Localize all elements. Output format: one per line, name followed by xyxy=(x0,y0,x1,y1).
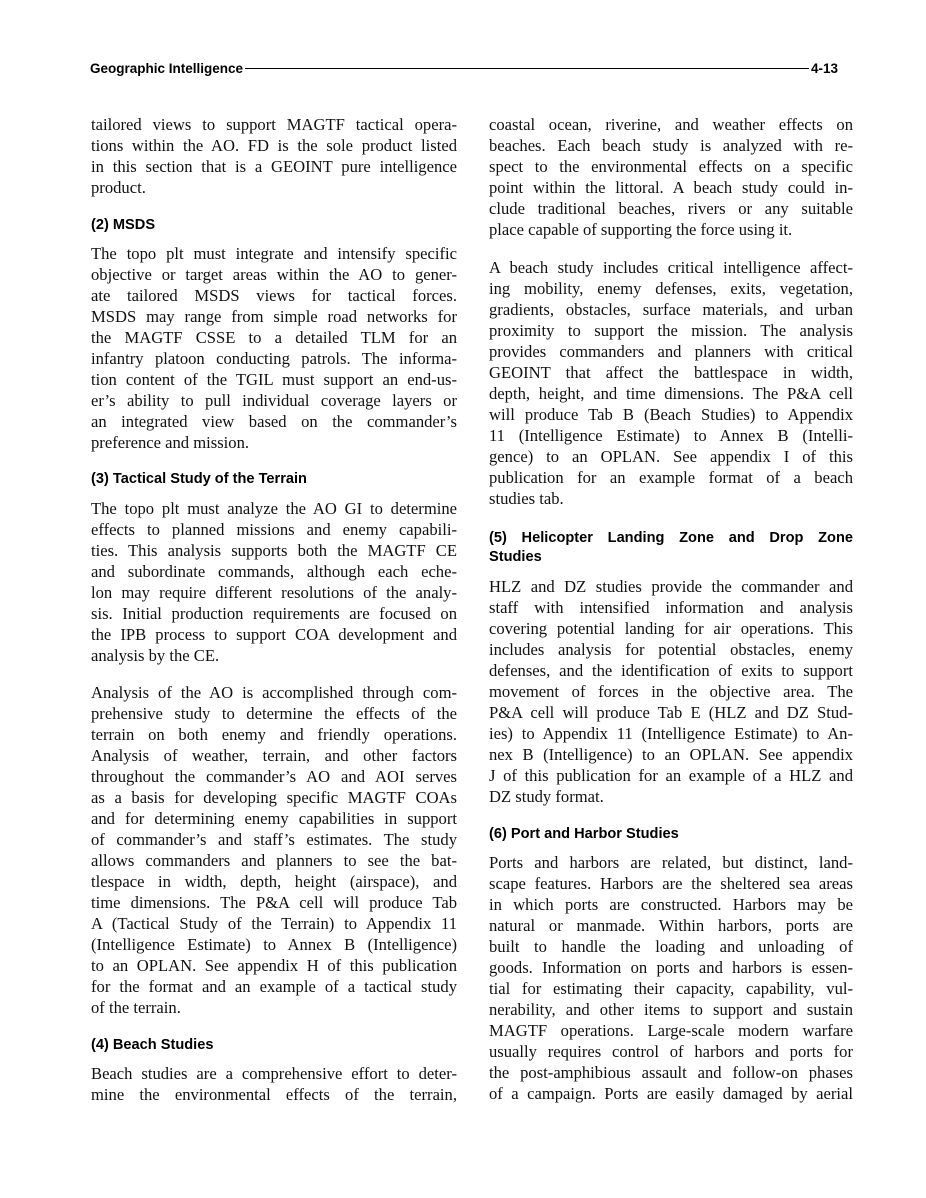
text-line: as a basis for developing specific MAGTF COAs xyxy=(91,788,457,807)
text-line: studies tab. xyxy=(489,489,564,508)
text-line: in this section that is a GEOINT pure intelligence xyxy=(91,157,457,176)
text-line: HLZ and DZ studies provide the commander and xyxy=(489,577,853,596)
heading-beach-studies: (4) Beach Studies xyxy=(91,1037,214,1053)
text-line: in which ports are constructed. Harbors may be xyxy=(489,895,853,914)
text-line: spect to the environmental effects on a specific xyxy=(489,157,853,176)
text-line: preference and mission. xyxy=(91,433,250,452)
text-line: scape features. Harbors are the sheltered sea areas xyxy=(489,874,853,893)
text-line: allows commanders and planners to see the bat- xyxy=(91,851,457,870)
text-line: gence) to an OPLAN. See appendix I of this xyxy=(489,447,853,466)
text-line: the post-amphibious assault and follow-on phases xyxy=(489,1063,853,1082)
text-line: built to handle the loading and unloading of xyxy=(489,937,853,956)
text-line: the MAGTF CSSE to a detailed TLM for an xyxy=(91,328,457,347)
text-line: proximity to support the mission. The analysis xyxy=(489,321,853,340)
text-line: analysis by the CE. xyxy=(91,646,220,665)
text-line: DZ study format. xyxy=(489,787,604,806)
text-line: point within the littoral. A beach study could in- xyxy=(489,178,853,197)
text-line: ate tailored MSDS views for tactical forces. xyxy=(91,286,457,305)
text-line: Analysis of weather, terrain, and other factors xyxy=(91,746,457,765)
text-line: lon may require different resolutions of the analy- xyxy=(91,583,457,602)
text-line: place capable of supporting the force using it. xyxy=(489,220,793,239)
text-line: J of this publication for an example of a HLZ and xyxy=(489,766,853,785)
text-line: Ports and harbors are related, but distinct, land- xyxy=(489,853,853,872)
text-line: Analysis of the AO is accomplished through com- xyxy=(91,683,457,702)
text-line: GEOINT that affect the battlespace in width, xyxy=(489,363,853,382)
text-line: P&A cell will produce Tab E (HLZ and DZ Stud- xyxy=(489,703,853,722)
text-line: The topo plt must analyze the AO GI to determine xyxy=(91,499,457,518)
text-line: Beach studies are a comprehensive effort to deter- xyxy=(91,1064,457,1083)
text-line: mine the environmental effects of the terrain, xyxy=(91,1085,457,1104)
heading-port-harbor-studies: (6) Port and Harbor Studies xyxy=(489,826,679,842)
text-line: the IPB process to support COA development and xyxy=(91,625,457,644)
text-line: nerability, and other items to support and sustain xyxy=(489,1000,853,1019)
text-line: coastal ocean, riverine, and weather effects on xyxy=(489,115,853,134)
text-line: provides commanders and planners with critical xyxy=(489,342,853,361)
text-line: of a campaign. Ports are easily damaged by aerial xyxy=(489,1084,853,1103)
text-line: A (Tactical Study of the Terrain) to Appendix 11 xyxy=(91,914,457,933)
text-line: depth, height, and time dimensions. The P&A cell xyxy=(489,384,853,403)
text-line: goods. Information on ports and harbors is essen- xyxy=(489,958,853,977)
text-line: objective or target areas within the AO to gener- xyxy=(91,265,457,284)
text-line: includes analysis for potential obstacles, enemy xyxy=(489,640,853,659)
text-line: (Intelligence Estimate) to Annex B (Intelligence) xyxy=(91,935,457,954)
heading-hlz-dz-studies-cont: Studies xyxy=(489,549,542,565)
text-line: sis. Initial production requirements are focused on xyxy=(91,604,457,623)
text-line: tion content of the TGIL must support an end-us- xyxy=(91,370,457,389)
text-line: and subordinate commands, although each eche- xyxy=(91,562,457,581)
text-line: throughout the commander’s AO and AOI serves xyxy=(91,767,457,786)
text-line: terrain on both enemy and friendly operations. xyxy=(91,725,457,744)
text-line: usually requires control of harbors and ports for xyxy=(489,1042,853,1061)
text-line: for the format and an example of a tactical study xyxy=(91,977,457,996)
text-line: nex B (Intelligence) to an OPLAN. See appendix xyxy=(489,745,853,764)
text-line: product. xyxy=(91,178,146,197)
text-line: The topo plt must integrate and intensify specific xyxy=(91,244,457,263)
text-line: prehensive study to determine the effects of the xyxy=(91,704,457,723)
text-line: natural or manmade. Within harbors, ports are xyxy=(489,916,853,935)
text-line: defenses, and the identification of exits to support xyxy=(489,661,853,680)
section-title: Geographic Intelligence xyxy=(90,60,244,76)
text-line: er’s ability to pull individual coverage layers or xyxy=(91,391,457,410)
header-rule xyxy=(245,68,809,69)
text-line: 11 (Intelligence Estimate) to Annex B (Intelli- xyxy=(489,426,853,445)
text-line: MSDS may range from simple road networks for xyxy=(91,307,457,326)
heading-msds: (2) MSDS xyxy=(91,217,156,233)
text-line: covering potential landing for air operations. This xyxy=(489,619,853,638)
text-line: ies) to Appendix 11 (Intelligence Estimate) to An- xyxy=(489,724,853,743)
text-line: to an OPLAN. See appendix H of this publication xyxy=(91,956,457,975)
text-line: staff with intensified information and analysis xyxy=(489,598,853,617)
heading-tactical-study: (3) Tactical Study of the Terrain xyxy=(91,471,307,487)
text-line: clude traditional beaches, rivers or any suitable xyxy=(489,199,853,218)
heading-hlz-dz-studies: (5) Helicopter Landing Zone and Drop Zone xyxy=(489,530,853,546)
text-line: and for determining enemy capabilities in support xyxy=(91,809,457,828)
text-line: MAGTF operations. Large-scale modern warfare xyxy=(489,1021,853,1040)
text-line: tions within the AO. FD is the sole product listed xyxy=(91,136,457,155)
text-line: ing mobility, enemy defenses, exits, vegetation, xyxy=(489,279,853,298)
text-line: an integrated view based on the commander’s xyxy=(91,412,457,431)
text-line: publication for an example format of a beach xyxy=(489,468,853,487)
text-line: of the terrain. xyxy=(91,998,181,1017)
text-line: of commander’s and staff’s estimates. The study xyxy=(91,830,457,849)
running-header xyxy=(90,58,838,78)
text-line: tlespace in width, depth, height (airspace), and xyxy=(91,872,457,891)
text-line: infantry platoon conducting patrols. The informa- xyxy=(91,349,457,368)
text-line: tial for estimating their capacity, capability, vul- xyxy=(489,979,853,998)
text-line: time dimensions. The P&A cell will produce Tab xyxy=(91,893,457,912)
text-line: tailored views to support MAGTF tactical opera- xyxy=(91,115,457,134)
text-line: gradients, obstacles, surface materials, and urban xyxy=(489,300,853,319)
text-line: movement of forces in the objective area. The xyxy=(489,682,853,701)
text-line: beaches. Each beach study is analyzed with re- xyxy=(489,136,853,155)
text-line: will produce Tab B (Beach Studies) to Appendix xyxy=(489,405,853,424)
text-line: A beach study includes critical intelligence affect- xyxy=(489,258,853,277)
text-line: ties. This analysis supports both the MAGTF CE xyxy=(91,541,457,560)
text-line: effects to planned missions and enemy capabili- xyxy=(91,520,457,539)
page-number: 4-13 xyxy=(810,60,838,76)
